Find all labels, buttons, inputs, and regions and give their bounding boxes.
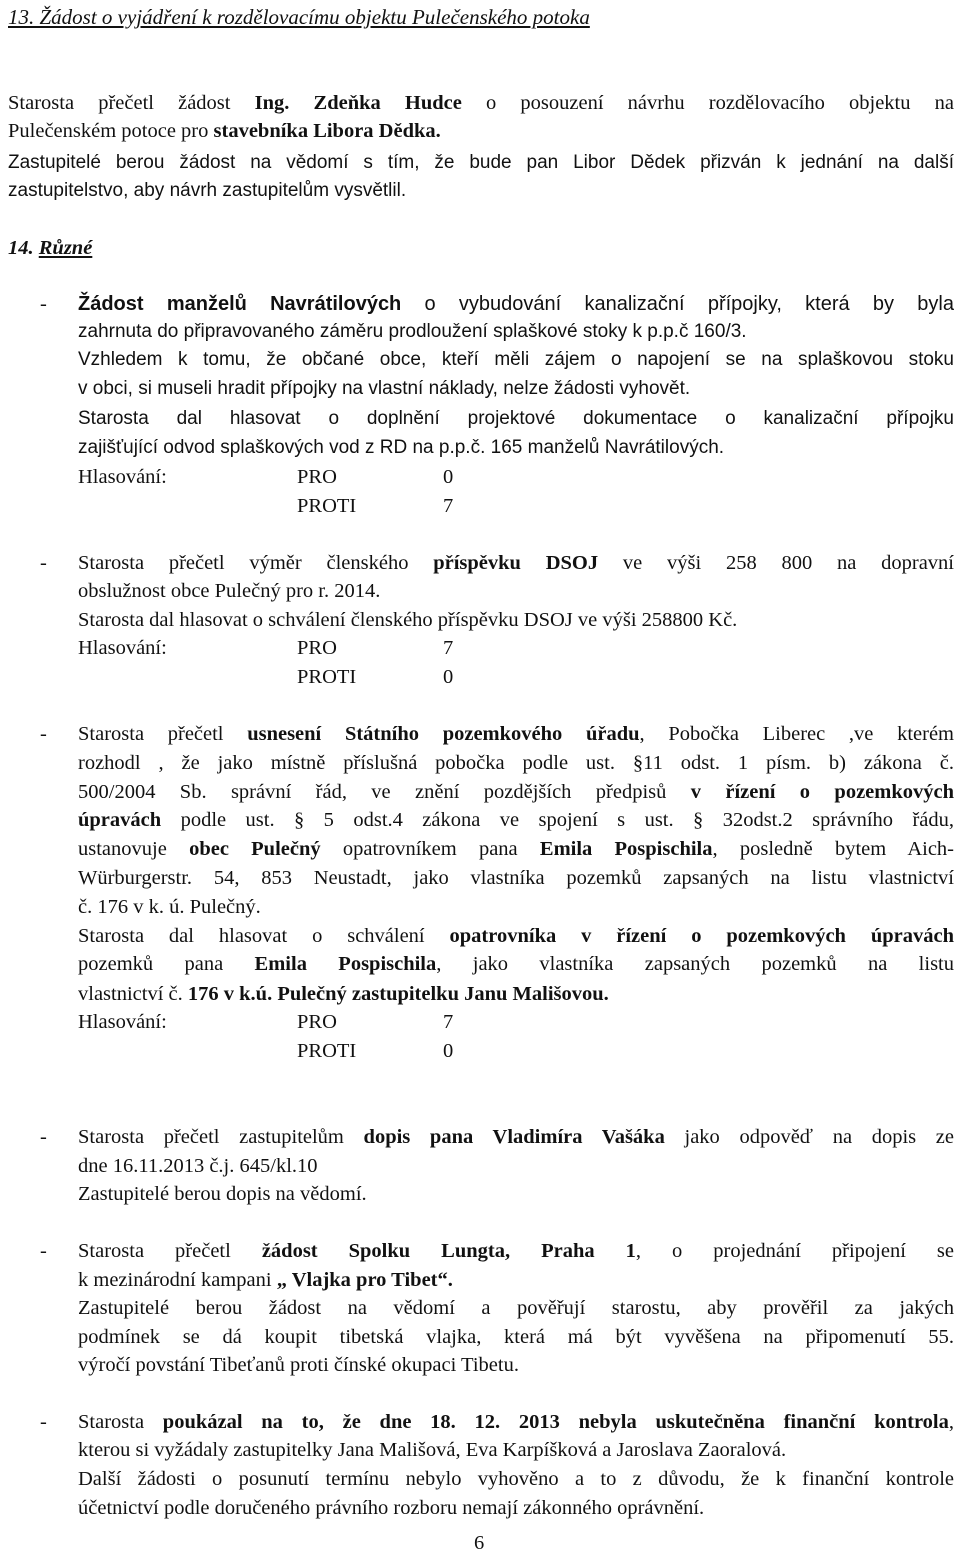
list-item-line: k mezinárodní kampani „ Vlajka pro Tibet“.: [78, 1269, 453, 1291]
vote-proti-count: 0: [443, 666, 454, 688]
vote-pro-label: PRO: [297, 1011, 337, 1033]
paragraph-line: Zastupitelé berou žádost na vědomí s tím, že bude pan Libor Dědek přizván k jednání na další: [8, 152, 954, 173]
list-item-line: zahrnuta do připravovaného záměru prodloužení splaškové stoky k p.p.č 160/3.: [78, 321, 747, 342]
list-item-line: v obci, si museli hradit přípojky na vlastní náklady, nelze žádosti vyhovět.: [78, 378, 691, 399]
list-item-line: Starosta přečetl zastupitelům dopis pana Vladimíra Vašáka jako odpověď na dopis ze: [78, 1126, 955, 1148]
list-bullet-dash: -: [40, 1240, 47, 1262]
list-item-line: obslužnost obce Pulečný pro r. 2014.: [78, 580, 381, 602]
vote-pro-label: PRO: [297, 466, 337, 488]
list-item-line: Starosta poukázal na to, že dne 18. 12. 2013 nebyla uskutečněna finanční kontrola,: [78, 1411, 955, 1433]
paragraph-line: zastupitelstvo, aby návrh zastupitelům vysvětlil.: [8, 180, 407, 201]
list-item-line: pozemků pana Emila Pospischila, jako vlastníka zapsaných pozemků na listu: [78, 953, 954, 975]
list-item-line: Starosta dal hlasovat o schválení členského příspěvku DSOJ ve výši 258800 Kč.: [78, 609, 738, 631]
list-item-line: ustanovuje obec Pulečný opatrovníkem pana Emila Pospischila, posledně bytem Aich-: [78, 838, 955, 860]
list-bullet-dash: -: [40, 293, 47, 315]
list-item-line: 500/2004 Sb. správní řád, ve znění pozdějších předpisů v řízení o pozemkových: [78, 781, 954, 803]
list-item-line: Zastupitelé berou žádost na vědomí a pověřují starostu, aby prověřil za jakých: [78, 1297, 954, 1319]
vote-pro-label: PRO: [297, 637, 337, 659]
vote-label: Hlasování:: [78, 1011, 167, 1033]
list-item-line: Würburgerstr. 54, 853 Neustadt, jako vlastníka pozemků zapsaných na listu vlastnictví: [78, 867, 954, 889]
list-item-line: Vzhledem k tomu, že občané obce, kteří měli zájem o napojení se na splaškovou stoku: [78, 349, 954, 370]
vote-proti-count: 0: [443, 1040, 454, 1062]
list-item-line: kterou si vyžádaly zastupitelky Jana Mališová, Eva Karpíšková a Jaroslava Zaoralová.: [78, 1439, 787, 1461]
vote-label: Hlasování:: [78, 637, 167, 659]
list-item-line: Starosta dal hlasovat o schválení opatrovníka v řízení o pozemkových úpravách: [78, 925, 954, 947]
paragraph-line: Pulečenském potoce pro stavebníka Libora Dědka.: [8, 120, 441, 142]
vote-proti-label: PROTI: [297, 495, 357, 517]
page-number: 6: [474, 1532, 485, 1554]
list-item-line: vlastnictví č. 176 v k.ú. Pulečný zastupitelku Janu Mališovou.: [78, 983, 609, 1005]
paragraph-line: Starosta přečetl žádost Ing. Zdeňka Hudce o posouzení návrhu rozdělovacího objektu na: [8, 92, 954, 114]
list-item-line: podmínek se dá koupit tibetská vlajka, která má být vyvěšena na připomenutí 55.: [78, 1326, 954, 1348]
vote-pro-count: 7: [443, 1011, 454, 1033]
list-item-line: dne 16.11.2013 č.j. 645/kl.10: [78, 1155, 318, 1177]
vote-pro-count: 7: [443, 637, 454, 659]
list-item-line: Starosta dal hlasovat o doplnění projektové dokumentace o kanalizační přípojku: [78, 408, 954, 429]
vote-proti-count: 7: [443, 495, 454, 517]
list-bullet-dash: -: [40, 723, 47, 745]
list-item-line: úpravách podle ust. § 5 odst.4 zákona ve spojení s ust. § 32odst.2 správního řádu,: [78, 809, 954, 831]
list-item-line: Zastupitelé berou dopis na vědomí.: [78, 1183, 367, 1205]
vote-pro-count: 0: [443, 466, 454, 488]
vote-proti-label: PROTI: [297, 1040, 357, 1062]
list-item-line: účetnictví podle doručeného právního rozboru nemají zákonného oprávnění.: [78, 1497, 705, 1519]
list-bullet-dash: -: [40, 1126, 47, 1148]
list-bullet-dash: -: [40, 1411, 47, 1433]
section-13-heading: 13. Žádost o vyjádření k rozdělovacímu objektu Pulečenského potoka: [8, 5, 590, 29]
list-item-line: rozhodl , že jako místně příslušná pobočka podle ust. §11 odst. 1 písm. b) zákona č.: [78, 752, 954, 774]
list-bullet-dash: -: [40, 552, 47, 574]
list-item-line: č. 176 v k. ú. Pulečný.: [78, 896, 261, 918]
list-item-line: Starosta přečetl výměr členského příspěvku DSOJ ve výši 258 800 na dopravní: [78, 552, 954, 574]
list-item-line: Starosta přečetl žádost Spolku Lungta, Praha 1, o projednání připojení se: [78, 1240, 954, 1262]
vote-proti-label: PROTI: [297, 666, 357, 688]
list-item-line: Další žádosti o posunutí termínu nebylo vyhověno a to z důvodu, že k finanční kontrole: [78, 1468, 954, 1490]
list-item-line: zajišťující odvod splaškových vod z RD na p.p.č. 165 manželů Navrátilových.: [78, 437, 725, 458]
section-14-heading: 14. Různé: [8, 237, 93, 259]
list-item-line: Žádost manželů Navrátilových o vybudování kanalizační přípojky, která by byla: [78, 293, 954, 315]
list-item-line: výročí povstání Tibeťanů proti čínské okupaci Tibetu.: [78, 1354, 519, 1376]
list-item-line: Starosta přečetl usnesení Státního pozemkového úřadu, Pobočka Liberec ,ve kterém: [78, 723, 954, 745]
vote-label: Hlasování:: [78, 466, 167, 488]
